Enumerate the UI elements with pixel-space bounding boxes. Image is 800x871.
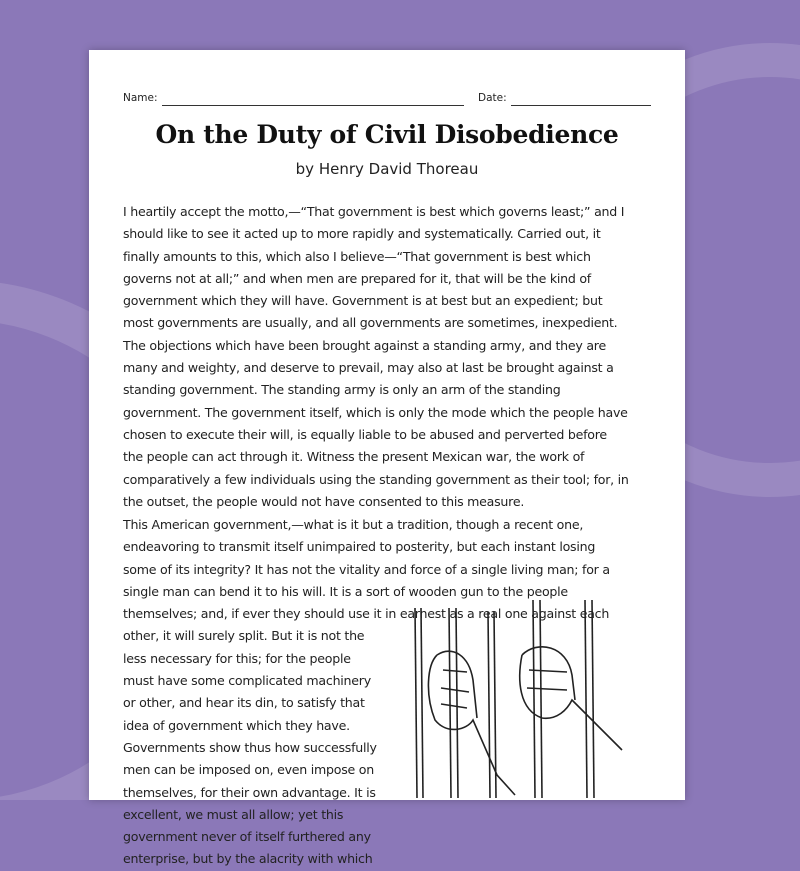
- text-line: government. The government itself, which is only the mode which the people have: [123, 404, 628, 420]
- text-line: themselves, for their own advantage. It is: [123, 784, 376, 800]
- text-line: comparatively a few individuals using the standing government as their tool; for, in: [123, 471, 629, 487]
- page-title: On the Duty of Civil Disobedience: [155, 120, 619, 149]
- text-line: should like to see it acted up to more rapidly and systematically. Carried out, it: [123, 226, 601, 242]
- text-line: I heartily accept the motto,—“That government is best which governs least;” and I: [123, 204, 625, 219]
- text-line: enterprise, but by the alacrity with which: [123, 851, 373, 867]
- text-line: themselves; and, if ever they should use it in earnest as a real one against each: [123, 606, 610, 622]
- text-line: idea of government which they have.: [123, 717, 350, 733]
- text-line: some of its integrity? It has not the vitality and force of a single living man; for a: [123, 561, 610, 577]
- text-line: This American government,—what is it but a tradition, though a recent one,: [123, 517, 584, 532]
- text-line: The objections which have been brought against a standing army, and they are: [123, 337, 606, 353]
- text-line: less necessary for this; for the people: [123, 650, 351, 666]
- prison-bars-hands-illustration: [407, 600, 647, 800]
- text-line: the people can act through it. Witness the present Mexican war, the work of: [123, 449, 585, 465]
- paragraph-1: [123, 201, 629, 513]
- text-line: governs not at all;” and when men are prepared for it, that will be the kind of: [123, 270, 591, 286]
- text-line: men can be imposed on, even impose on: [123, 762, 374, 778]
- date-label: Date:: [478, 92, 507, 104]
- author-subtitle: by Henry David Thoreau: [295, 160, 479, 178]
- text-line: Governments show thus how successfully: [123, 739, 377, 755]
- text-line: the outset, the people would not have consented to this measure.: [123, 493, 525, 509]
- text-line: finally amounts to this, which also I believe—“That government is best which: [123, 248, 591, 264]
- text-line: other, it will surely split. But it is not the: [123, 628, 365, 644]
- text-line: government which they will have. Government is at best but an expedient; but: [123, 293, 603, 309]
- name-field[interactable]: [162, 105, 464, 106]
- text-line: chosen to execute their will, is equally liable to be abused and perverted before: [123, 426, 607, 442]
- name-label: Name:: [123, 92, 158, 104]
- text-line: most governments are usually, and all governments are sometimes, inexpedient.: [123, 315, 618, 331]
- text-line: excellent, we must all allow; yet this: [123, 806, 344, 822]
- text-line: single man can bend it to his will. It is a sort of wooden gun to the people: [123, 583, 568, 599]
- date-field[interactable]: [511, 105, 651, 106]
- text-line: endeavoring to transmit itself unimpaired to posterity, but each instant losing: [123, 539, 596, 555]
- text-line: many and weighty, and deserve to prevail, may also at last be brought against a: [123, 360, 614, 376]
- text-line: government never of itself furthered any: [123, 829, 371, 845]
- text-line: or other, and hear its din, to satisfy that: [123, 695, 365, 711]
- text-line: must have some complicated machinery: [123, 673, 371, 689]
- worksheet-page: [89, 50, 685, 867]
- text-line: standing government. The standing army is only an arm of the standing: [123, 382, 561, 398]
